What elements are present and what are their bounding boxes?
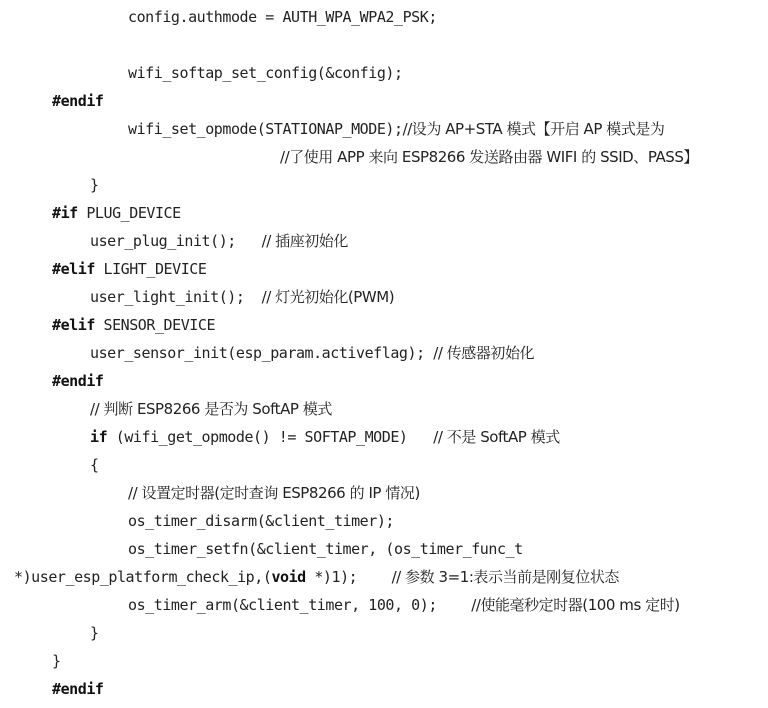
code-keyword: void	[271, 568, 306, 586]
code-comment: //使能毫秒定时器(100 ms 定时)	[471, 596, 680, 614]
code-line	[0, 451, 99, 479]
code-keyword: if	[90, 428, 108, 446]
code-text: config.authmode = AUTH_WPA_WPA2_PSK;	[128, 8, 437, 26]
code-line	[0, 59, 403, 87]
code-text: user_sensor_init(esp_param.activeflag);	[90, 344, 434, 362]
code-keyword: #endif	[52, 372, 104, 390]
code-text: LIGHT_DEVICE	[94, 260, 207, 278]
code-keyword: #endif	[52, 680, 104, 698]
code-comment: // 灯光初始化(PWM)	[261, 288, 395, 306]
code-comment: //了使用 APP 来向 ESP8266 发送路由器 WIFI 的 SSID、PASS】	[280, 148, 698, 166]
code-line	[0, 535, 523, 563]
code-line	[0, 3, 437, 31]
code-text: os_timer_arm(&client_timer, 100, 0);	[128, 596, 472, 614]
code-text: (wifi_get_opmode() != SOFTAP_MODE)	[107, 428, 434, 446]
code-line	[0, 283, 394, 311]
code-text: user_plug_init();	[90, 232, 262, 250]
code-line	[0, 115, 665, 143]
code-text: os_timer_setfn(&client_timer, (os_timer_func_t	[128, 540, 523, 558]
code-line	[0, 563, 619, 591]
code-line	[0, 479, 420, 507]
code-text: }	[90, 176, 99, 194]
code-line	[0, 591, 680, 619]
code-line	[0, 423, 560, 451]
code-comment: // 传感器初始化	[433, 344, 535, 362]
code-line	[0, 395, 332, 423]
code-keyword: #elif	[52, 260, 95, 278]
code-line	[0, 143, 698, 171]
code-comment: //设为 AP+STA 模式【开启 AP 模式是为	[402, 120, 665, 138]
code-line	[0, 31, 14, 59]
code-comment: // 不是 SoftAP 模式	[433, 428, 560, 446]
code-text: user_light_init();	[90, 288, 262, 306]
code-text: *)1);	[305, 568, 392, 586]
code-line	[0, 339, 534, 367]
code-line	[0, 311, 215, 339]
code-line	[0, 367, 104, 395]
code-comment: // 设置定时器(定时查询 ESP8266 的 IP 情况)	[128, 484, 420, 502]
code-line	[0, 647, 61, 675]
code-text: }	[90, 624, 99, 642]
code-text: PLUG_DEVICE	[77, 204, 181, 222]
code-comment: // 参数 3=1:表示当前是刚复位状态	[391, 568, 619, 586]
code-text: }	[52, 652, 61, 670]
code-line	[0, 199, 181, 227]
code-text: wifi_set_opmode(STATIONAP_MODE);	[128, 120, 403, 138]
code-line	[0, 675, 104, 703]
code-line	[0, 171, 99, 199]
code-comment: // 判断 ESP8266 是否为 SoftAP 模式	[90, 400, 332, 418]
code-comment: // 插座初始化	[261, 232, 348, 250]
code-text: SENSOR_DEVICE	[94, 316, 216, 334]
code-line	[0, 227, 348, 255]
code-keyword: #endif	[52, 92, 104, 110]
code-text: wifi_softap_set_config(&config);	[128, 64, 403, 82]
code-line	[0, 87, 104, 115]
code-text: os_timer_disarm(&client_timer);	[128, 512, 395, 530]
code-text: {	[90, 456, 99, 474]
code-text: *)user_esp_platform_check_ip,(	[14, 568, 272, 586]
code-keyword: #elif	[52, 316, 95, 334]
code-line	[0, 619, 99, 647]
code-line	[0, 507, 394, 535]
code-keyword: #if	[52, 204, 78, 222]
code-line	[0, 255, 206, 283]
